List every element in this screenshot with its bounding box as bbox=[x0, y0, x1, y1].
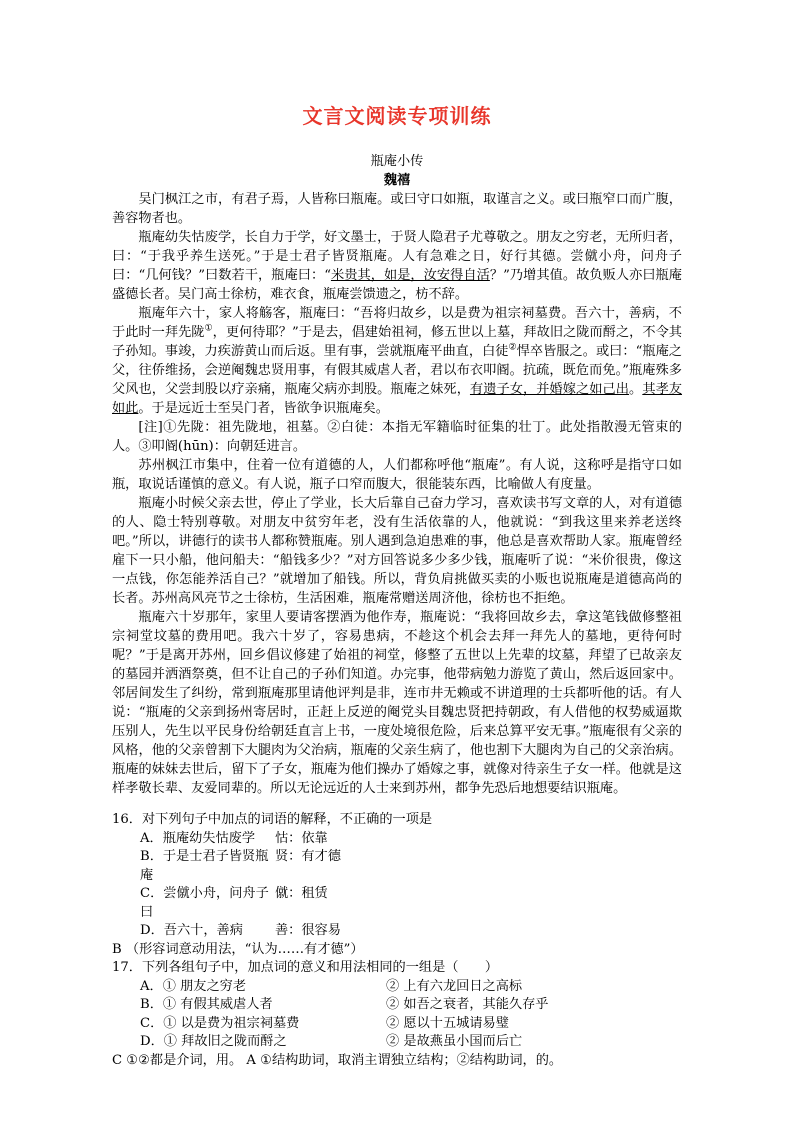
text-span: 。于是远近士至吴门者，皆欲争识瓶庵矣。 bbox=[138, 401, 389, 416]
q17-option bbox=[112, 1015, 682, 1034]
q16-option bbox=[112, 885, 682, 922]
question-17-answer: C ①②都是介词，用。 A ①结构助词，取消主谓独立结构；②结构助词，的。 bbox=[112, 1052, 563, 1068]
q17-option bbox=[112, 978, 682, 997]
classical-paragraph bbox=[112, 304, 682, 418]
passage-body bbox=[112, 152, 682, 798]
footnote-marker: ① bbox=[204, 323, 213, 334]
option-left: D．① 拜故旧之陇而酹之 bbox=[140, 1034, 287, 1049]
q17-option bbox=[112, 1033, 682, 1052]
option-right: ② 如吾之衰者，其能久存乎 bbox=[386, 997, 549, 1012]
passage-author: 魏禧 bbox=[383, 173, 411, 188]
text-span: 。 bbox=[629, 382, 643, 397]
q16-option bbox=[112, 848, 682, 885]
option-left: A．① 朋友之穷老 bbox=[140, 978, 247, 994]
option-sentence: A．瓶庵幼失怙废学 bbox=[140, 830, 256, 846]
underlined-phrase: 米贵其，如是，汝安得自活 bbox=[330, 268, 490, 283]
underlined-phrase: 有遗子女，并婚嫁之如己出 bbox=[469, 382, 630, 397]
option-sentence: D．吾六十，善病 bbox=[140, 923, 243, 938]
option-right: ② 愿以十五城请易璧 bbox=[386, 1015, 509, 1031]
question-16-stem: 16．对下列句子中加点的词语的解释，不正确的一项是 bbox=[112, 812, 433, 827]
questions-section bbox=[112, 811, 682, 1070]
option-sentence: C．尝僦小舟，问舟子曰 bbox=[140, 886, 269, 920]
option-right: ② 是故燕虽小国而后亡 bbox=[386, 1034, 523, 1049]
option-right: ② 上有六龙回日之高标 bbox=[386, 978, 523, 994]
text-span: ？”乃增其值。故负贩人亦曰瓶庵盛德长者。吴门高士徐枋，难衣食，瓶庵尝馈遗之，枋不辞。 bbox=[112, 268, 682, 302]
q16-option bbox=[112, 830, 682, 849]
translation-paragraph: 苏州枫江市集中，住着一位有道德的人，人们都称呼他“瓶庵”。有人说，这称呼是指守口如瓶，取说话谨慎的意义。有人说，瓶子口窄而腹大，很能装东西，比喻做人有度量。 bbox=[112, 458, 682, 492]
annotation-note: [注]①先陇：祖先陇地，祖墓。②白徒：本指无军籍临时征集的壮丁。此处指散漫无管束的人。③叩阍(hūn)：向朝廷进言。 bbox=[112, 420, 682, 454]
text-span: 瓶庵年六十，家人将觞客，瓶庵曰：“吾将归故乡，以是费为祖宗祠墓费。吾六十，善病，不于此时一拜先陇 bbox=[112, 306, 682, 340]
option-left: B．① 有假其威虐人者 bbox=[140, 997, 273, 1012]
footnote-marker: ② bbox=[508, 342, 517, 353]
text-span: ，更何待耶？”于是去，倡建始祖祠，修五世以上墓，拜故旧之陇而酹之，不令其子孙知。事竣，力疾游黄山而后返。里有事，尝就瓶庵平曲直，白徒 bbox=[112, 325, 682, 359]
option-gloss: 善：很容易 bbox=[275, 923, 341, 938]
text-span: 吴门枫江之市，有君子焉，人皆称曰瓶庵。或曰守口如瓶，取谨言之义。或曰瓶窄口而广腹，善容物者也。 bbox=[112, 192, 682, 226]
option-gloss: 怙：依靠 bbox=[275, 830, 328, 846]
question-16-answer: B （形容词意动用法，“认为……有才德”） bbox=[112, 941, 364, 957]
option-sentence: B．于是士君子皆贤瓶庵 bbox=[140, 849, 269, 883]
q16-option bbox=[112, 922, 682, 941]
question-17-stem: 17．下列各组句子中，加点词的意义和用法相同的一组是（ ） bbox=[112, 960, 499, 975]
passage-title: 瓶庵小传 bbox=[370, 154, 424, 169]
option-gloss: 僦：租赁 bbox=[275, 886, 328, 901]
translation-paragraph: 瓶庵六十岁那年，家里人要请客摆酒为他作寿，瓶庵说：“我将回故乡去，拿这笔钱做修整祖宗祠堂坟墓的费用吧。我六十岁了，容易患病，不趁这个机会去拜一拜先人的墓地，更待何时呢？”于是离开苏州，回乡倡议修建了始祖的祠堂，修整了五世以上先辈的坟墓，拜望了已故亲友的墓园并洒酒祭奠，但不让自己的子孙们知道。办完事，他带病勉力游览了黄山，然后返回家中。邻居间发生了纠纷，常到瓶庵那里请他评判是非，连市井无赖或不讲道理的士兵都听他的话。有人说：“瓶庵的父亲到扬州寄居时，正赶上反逆的阉党头目魏忠贤把持朝政，有人借他的权势威逼欺压别人，先生以平民身份给朝廷直言上书，一度处境很危险，后来总算平安无事。”瓶庵很有父亲的风格，他的父亲曾割下大腿肉为父治病，瓶庵的父亲生病了，他也割下大腿肉为自己的父亲治病。瓶庵的妹妹去世后，留下了子女，瓶庵为他们操办了婚嫁之事，就像对待亲生子女一样。他就是这样孝敬长辈、友爱同辈的。所以无论远近的人士来到苏州，都争先恐后地想要结识瓶庵。 bbox=[112, 610, 682, 796]
underlined-phrase: 其孝友如此 bbox=[112, 382, 683, 416]
translation-paragraph: 瓶庵小时候父亲去世，停止了学业，长大后靠自己奋力学习，喜欢读书写文章的人，对有道德的人、隐士特别尊敬。对朋友中贫穷年老，没有生活依靠的人，他就说：“到我这里来养老送终吧。”所以，讲德行的读书人都称赞瓶庵。别人遇到急迫患难的事，他总是喜欢帮助人家。瓶庵曾经雇下一只小船，他问船夫：“船钱多少？”对方回答说多少多少钱，瓶庵听了说：“米价很贵，像这一点钱，你怎能养活自己？”就增加了船钱。所以，背负肩挑做买卖的小贩也说瓶庵是道德高尚的长者。苏州高风亮节之士徐枋，生活困难，瓶庵常赠送周济他，徐枋也不拒绝。 bbox=[112, 496, 682, 606]
classical-paragraph bbox=[112, 190, 682, 228]
option-left: C．① 以是费为祖宗祠墓费 bbox=[140, 1015, 300, 1031]
classical-paragraph bbox=[112, 228, 682, 304]
text-span: 瓶庵幼失怙废学，长自力于学，好文墨士，于贤人隐君子尤尊敬之。朋友之穷老，无所归者，曰：“于我乎养生送死。”于是士君子皆贤瓶庵。人有急难之日，好行其德。尝僦小舟，问舟子曰：“几何钱？”曰数若干，瓶庵曰：“ bbox=[112, 230, 682, 283]
q17-option bbox=[112, 996, 682, 1015]
option-gloss: 贤：有才德 bbox=[275, 849, 341, 864]
document-title: 文言文阅读专项训练 bbox=[302, 104, 492, 128]
text-span: 悍卒皆服之。或曰：“瓶庵之父，往侨维扬，会逆阉魏忠贤用事，有假其威虐人者，君以布衣叩阍。抗疏，既危而免。”瓶庵殊多父风也，父尝刲股以疗亲痛，瓶庵父病亦刲股。瓶庵之妹死， bbox=[112, 344, 682, 397]
